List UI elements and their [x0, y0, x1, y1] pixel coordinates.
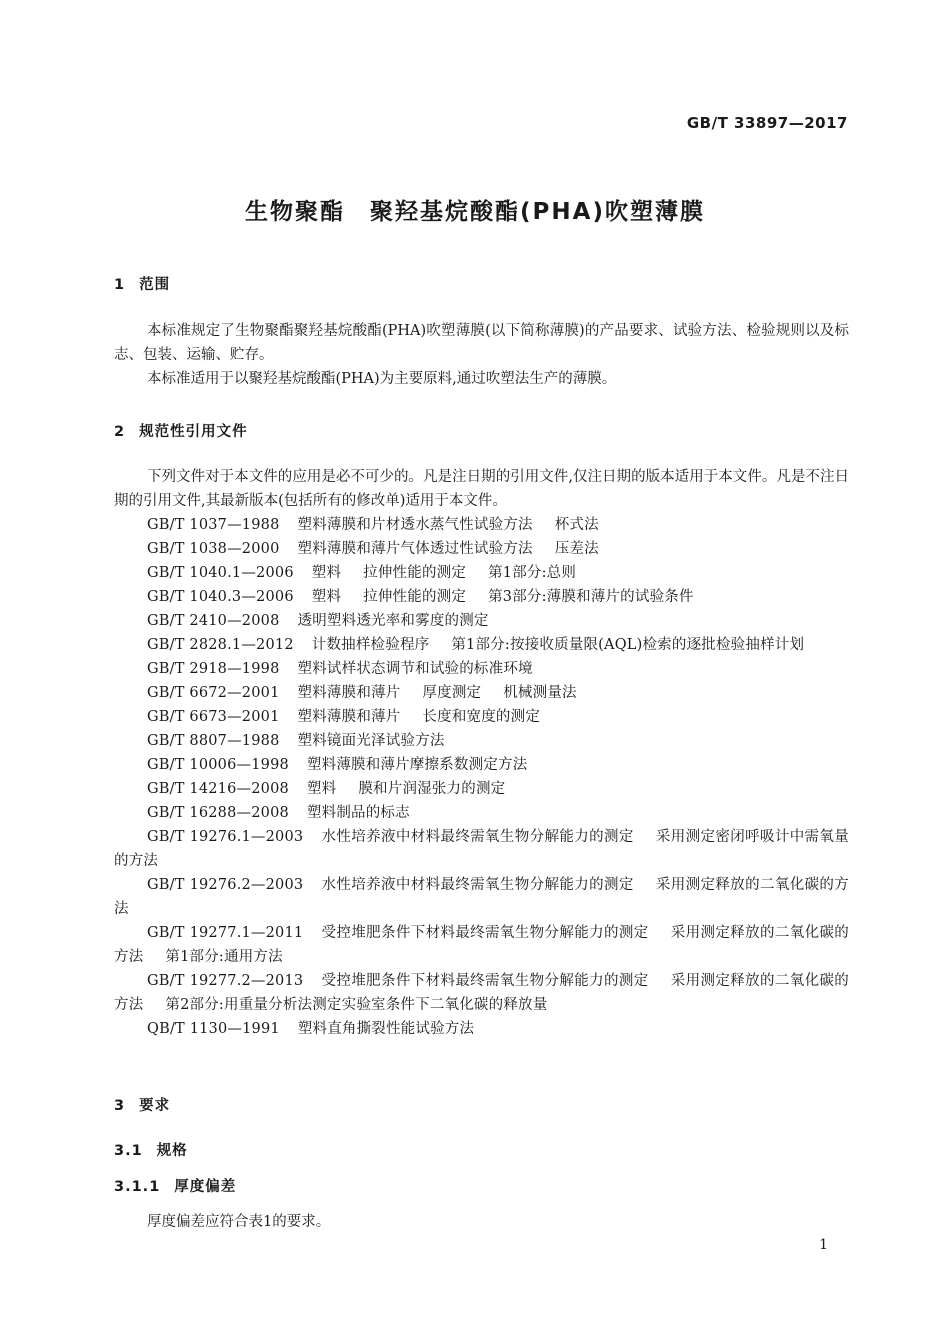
section-3-1-number: 3.1	[114, 1143, 143, 1159]
page-number: 1	[819, 1237, 828, 1253]
section-2-number: 2	[114, 424, 126, 440]
section-3-1-title: 规格	[156, 1143, 188, 1159]
reference-item: GB/T 19276.1—2003 水性培养液中材料最终需氧生物分解能力的测定 采用测定密闭呼吸计中需氧量的方法	[114, 829, 849, 869]
section-1-title: 范围	[139, 277, 171, 293]
reference-item: GB/T 2410—2008 透明塑料透光率和雾度的测定	[147, 613, 489, 629]
reference-item: GB/T 6673—2001 塑料薄膜和薄片 长度和宽度的测定	[147, 709, 541, 725]
thickness-deviation-text: 厚度偏差应符合表1的要求。	[147, 1214, 331, 1230]
reference-item: GB/T 14216—2008 塑料 膜和片润湿张力的测定	[147, 781, 506, 797]
reference-item: GB/T 19277.1—2011 受控堆肥条件下材料最终需氧生物分解能力的测定 采用测定释放的二氧化碳的方法 第1部分:通用方法	[114, 925, 849, 965]
scope-paragraph-1: 本标准规定了生物聚酯聚羟基烷酸酯(PHA)吹塑薄膜(以下简称薄膜)的产品要求、试验方法、检验规则以及标志、包装、运输、贮存。	[114, 323, 849, 363]
section-3-title: 要求	[139, 1098, 171, 1114]
reference-item: GB/T 8807—1988 塑料镜面光泽试验方法	[147, 733, 445, 749]
reference-item: GB/T 1037—1988 塑料薄膜和片材透水蒸气性试验方法 杯式法	[147, 517, 599, 533]
reference-list	[114, 513, 849, 1041]
section-3-number: 3	[114, 1098, 126, 1114]
section-3-1-1-heading	[114, 1175, 236, 1196]
reference-item: GB/T 1040.3—2006 塑料 拉伸性能的测定 第3部分:薄膜和薄片的试验条件	[147, 589, 694, 605]
section-2-title: 规范性引用文件	[139, 424, 248, 440]
reference-item: GB/T 2918—1998 塑料试样状态调节和试验的标准环境	[147, 661, 533, 677]
section-1-number: 1	[114, 277, 126, 293]
reference-item: GB/T 1040.1—2006 塑料 拉伸性能的测定 第1部分:总则	[147, 565, 577, 581]
reference-item: GB/T 19276.2—2003 水性培养液中材料最终需氧生物分解能力的测定 采用测定释放的二氧化碳的方法	[114, 877, 849, 917]
reference-item: GB/T 6672—2001 塑料薄膜和薄片 厚度测定 机械测量法	[147, 685, 577, 701]
document-title: 生物聚酯 聚羟基烷酸酯(PHA)吹塑薄膜	[245, 199, 705, 225]
reference-item: QB/T 1130—1991 塑料直角撕裂性能试验方法	[147, 1021, 475, 1037]
reference-item: GB/T 2828.1—2012 计数抽样检验程序 第1部分:按接收质量限(AQL)检索的逐批检验抽样计划	[147, 637, 805, 653]
reference-item: GB/T 10006—1998 塑料薄膜和薄片摩擦系数测定方法	[147, 757, 528, 773]
section-1-heading	[114, 273, 170, 294]
section-3-1-1-number: 3.1.1	[114, 1179, 161, 1195]
section-3-heading	[114, 1094, 170, 1115]
reference-item: GB/T 1038—2000 塑料薄膜和薄片气体透过性试验方法 压差法	[147, 541, 599, 557]
references-intro: 下列文件对于本文件的应用是必不可少的。凡是注日期的引用文件,仅注日期的版本适用于本文件。凡是不注日期的引用文件,其最新版本(包括所有的修改单)适用于本文件。	[114, 469, 849, 509]
reference-item: GB/T 16288—2008 塑料制品的标志	[147, 805, 410, 821]
section-3-1-heading	[114, 1139, 188, 1160]
reference-item: GB/T 19277.2—2013 受控堆肥条件下材料最终需氧生物分解能力的测定 采用测定释放的二氧化碳的方法 第2部分:用重量分析法测定实验室条件下二氧化碳的释放量	[114, 973, 849, 1013]
standard-code: GB/T 33897—2017	[686, 114, 848, 132]
section-2-heading	[114, 420, 248, 441]
scope-paragraph-2: 本标准适用于以聚羟基烷酸酯(PHA)为主要原料,通过吹塑法生产的薄膜。	[147, 371, 617, 387]
section-3-1-1-title: 厚度偏差	[174, 1179, 237, 1195]
